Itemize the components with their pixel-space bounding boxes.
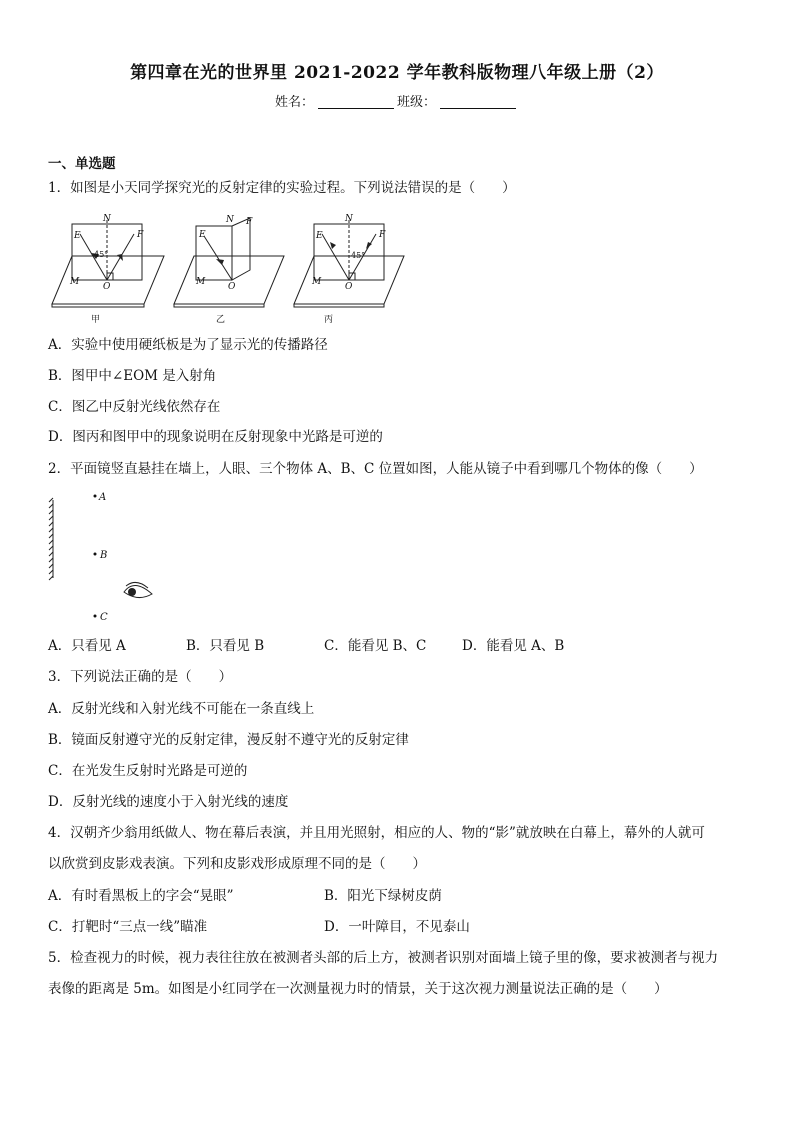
q1-option-c[interactable]: C．图乙中反射光线依然存在: [48, 399, 221, 415]
q1-fig-b-board-right: [232, 218, 250, 280]
q1-fig-caption-a: 甲: [91, 315, 101, 325]
q1-fig-c-plane-edge: [294, 304, 384, 307]
class-label: 班级：: [397, 95, 437, 110]
q5-stem-line2: 表像的距离是 5m。如图是小红同学在一次测量视力时的情景，关于这次视力测量说法正确的是（ ）: [48, 981, 668, 997]
q3-option-d[interactable]: D．反射光线的速度小于入射光线的速度: [48, 794, 289, 810]
mirror-wall: [49, 498, 53, 580]
q1-fig-c-label-m: M: [312, 277, 322, 287]
section-heading: 一、单选题: [48, 156, 116, 172]
q1-fig-c-label-f: F: [379, 230, 386, 240]
q1-fig-caption-c: 丙: [324, 315, 334, 325]
q1-fig-b-label-n: N: [226, 215, 234, 225]
point-a-label: A: [99, 492, 107, 503]
q1-fig-c-ray-left: [322, 234, 349, 280]
q4-option-c[interactable]: C．打靶时“三点一线”瞄准: [48, 919, 208, 935]
q1-fig-caption-b: 乙: [216, 315, 226, 325]
q3-stem: 3．下列说法正确的是（ ）: [48, 669, 233, 685]
q1-fig-a-label-o: O: [103, 282, 111, 292]
q4-stem-line1: 4．汉朝齐少翁用纸做人、物在幕后表演，并且用光照射，相应的人、物的“影”就放映在白幕上，幕外的人就可: [48, 825, 705, 841]
eye-icon: [124, 582, 152, 597]
q1-fig-c-label-o: O: [345, 282, 353, 292]
q3-option-a[interactable]: A．反射光线和入射光线不可能在一条直线上: [48, 701, 315, 717]
q2-stem: 2．平面镜竖直悬挂在墙上，人眼、三个物体 A、B、C 位置如图，人能从镜子中看到哪几个物体的像（ ）: [48, 461, 703, 477]
q2-option-a[interactable]: A．只看见 A: [48, 638, 126, 654]
q1-figure: [44, 212, 414, 328]
q2-option-b[interactable]: B．只看见 B: [186, 638, 265, 654]
q4-option-a[interactable]: A．有时看黑板上的字会“晃眼”: [48, 888, 234, 904]
q1-fig-b-label-e: E: [199, 230, 206, 240]
q1-fig-a-label-e: E: [74, 231, 81, 241]
q4-option-b[interactable]: B．阳光下绿树皮荫: [324, 888, 442, 904]
q1-option-b[interactable]: B．图甲中∠EOM 是入射角: [48, 368, 217, 384]
q1-fig-c-label-e: E: [316, 231, 323, 241]
q1-fig-a-label-n: N: [103, 214, 111, 224]
q1-fig-b-label-m: M: [196, 277, 206, 287]
q1-option-a[interactable]: A．实验中使用硬纸板是为了显示光的传播路径: [48, 337, 328, 353]
student-info-line: [0, 91, 794, 110]
q2-option-d[interactable]: D．能看见 A、B: [462, 638, 565, 654]
name-blank[interactable]: [318, 95, 394, 109]
q1-fig-c-label-n: N: [345, 214, 353, 224]
q5-stem-line1: 5．检查视力的时候，视力表往往放在被测者头部的后上方，被测者识别对面墙上镜子里的像，要求被测者与视力: [48, 950, 719, 966]
q1-fig-c-arrow-in: [330, 242, 336, 249]
name-label: 姓名：: [274, 95, 314, 110]
q1-stem: 1．如图是小天同学探究光的反射定律的实验过程。下列说法错误的是（ ）: [48, 180, 516, 196]
page-title: 第四章在光的世界里 2021-2022 学年教科版物理八年级上册（2）: [130, 63, 664, 83]
point-c-dot: [94, 615, 97, 618]
q1-fig-b-label-f: F: [246, 217, 253, 227]
q1-fig-b-label-o: O: [228, 282, 236, 292]
q1-fig-b-arrow: [216, 259, 224, 265]
q1-fig-c-angle: 45°: [351, 251, 366, 260]
q2-option-c[interactable]: C．能看见 B、C: [324, 638, 427, 654]
q1-option-d[interactable]: D．图丙和图甲中的现象说明在反射现象中光路是可逆的: [48, 429, 383, 445]
q1-fig-b-plane-edge: [174, 304, 264, 307]
q1-fig-a-label-m: M: [70, 277, 80, 287]
point-a-dot: [94, 495, 97, 498]
q2-figure: [40, 488, 180, 628]
q4-stem-line2: 以欣赏到皮影戏表演。下列和皮影戏形成原理不同的是（ ）: [48, 856, 426, 872]
q3-option-c[interactable]: C．在光发生反射时光路是可逆的: [48, 763, 248, 779]
point-b-label: B: [100, 550, 108, 561]
class-blank[interactable]: [440, 95, 516, 109]
q4-option-d[interactable]: D．一叶障目，不见泰山: [324, 919, 470, 935]
point-c-label: C: [100, 612, 108, 623]
q1-fig-a-arrow-out: [117, 254, 123, 261]
q1-fig-a-plane-edge: [52, 304, 144, 307]
q1-fig-b-incident-ray: [204, 236, 232, 280]
q1-fig-a-angle: 45°: [94, 250, 109, 259]
q3-option-b[interactable]: B．镜面反射遵守光的反射定律，漫反射不遵守光的反射定律: [48, 732, 409, 748]
q1-fig-a-label-f: F: [137, 230, 144, 240]
point-b-dot: [94, 553, 97, 556]
